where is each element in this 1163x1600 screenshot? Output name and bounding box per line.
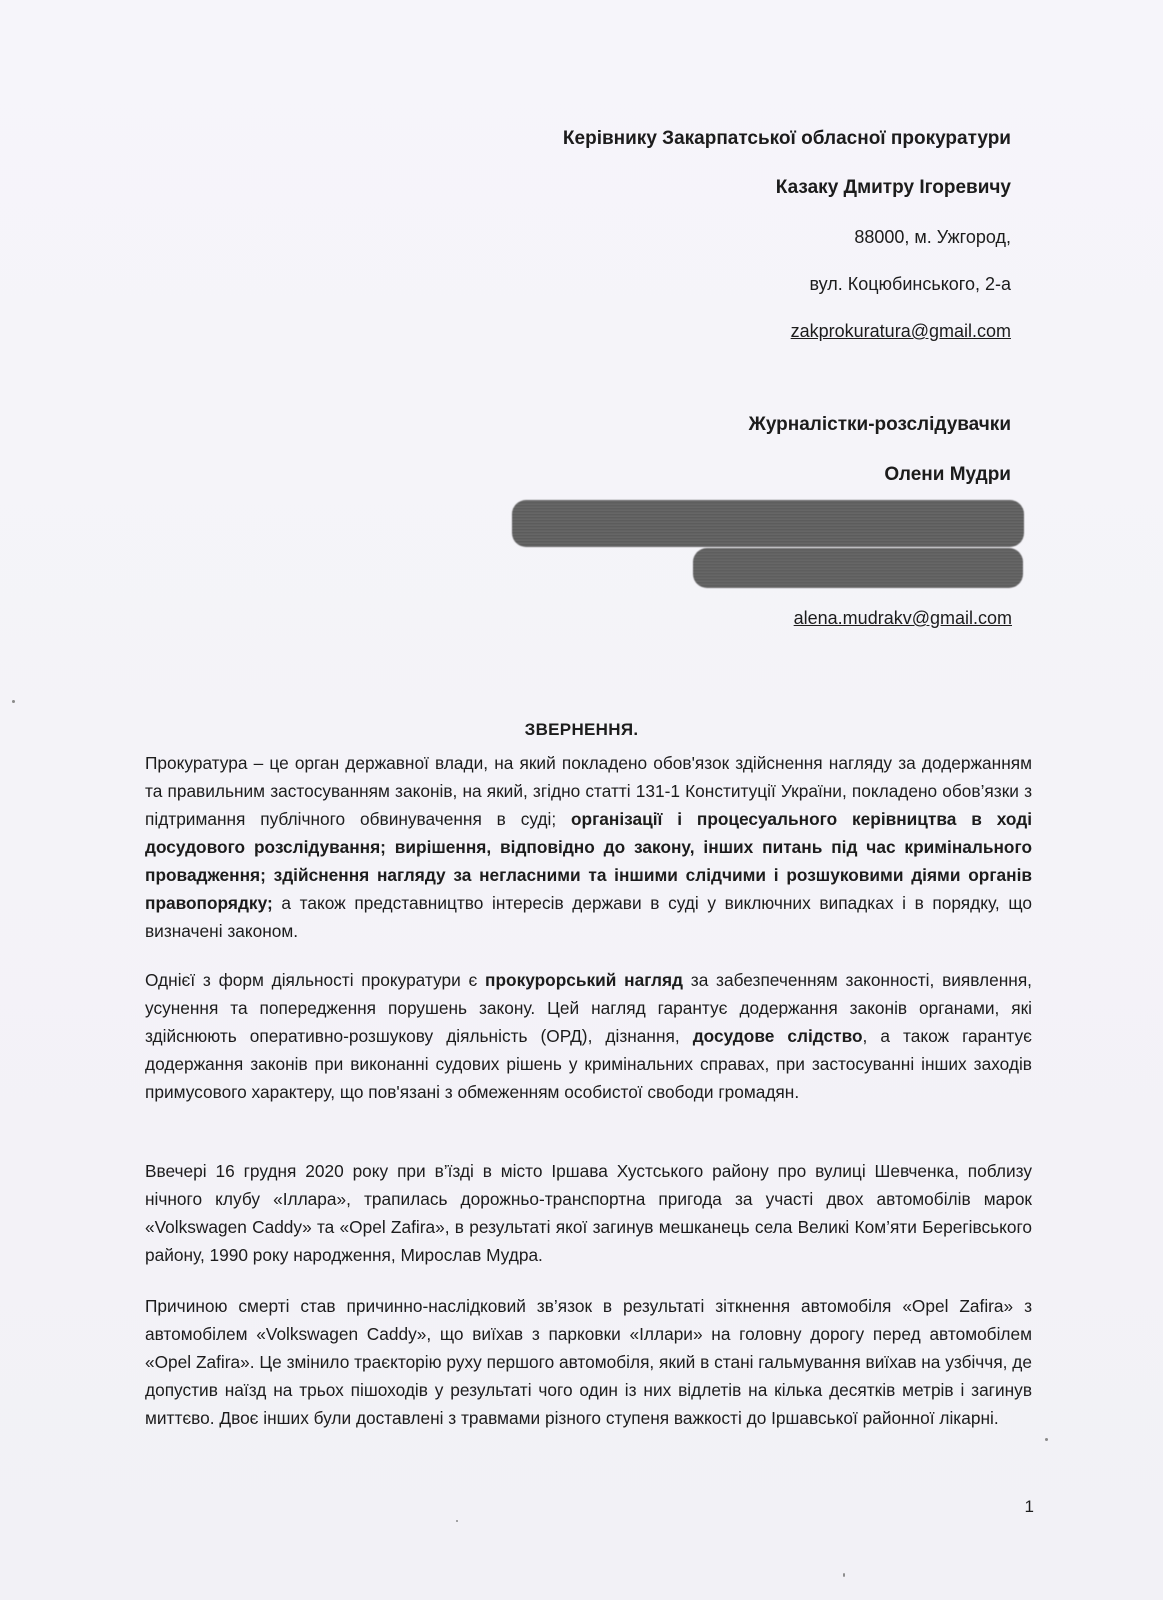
paragraph-1 <box>145 749 1032 945</box>
paragraph-1-text-b: а також представництво інтересів держави в суді у виключних випадках і в порядку, що визначені законом. <box>145 893 1032 941</box>
paragraph-2-text-b: за забезпеченням законності, виявлення, усунення та попередження порушень закону. Цей нагляд гарантує додержання законів органами, які здійснюють оперативно-розшукову діяльність (ОРД), дізнання, <box>145 970 1032 1046</box>
sender-email-link[interactable]: alena.mudrakv@gmail.com <box>793 608 1012 628</box>
page-number: 1 <box>1024 1497 1034 1516</box>
sender-name: Олени Мудри <box>884 464 1011 485</box>
document-title: ЗВЕРНЕННЯ. <box>524 720 639 739</box>
paragraph-1-bold: організації і процесуального керівництва в ході досудового розслідування; вирішення, відповідно до закону, інших питань під час кримінального провадження; здійснення нагляду за негласними та іншими слідчими і розшуковими діями органів правопорядку; <box>145 809 1032 913</box>
scan-speck <box>12 700 15 703</box>
scan-speck <box>456 1520 458 1522</box>
paragraph-2-bold-b: досудове слідство <box>692 1026 863 1046</box>
paragraph-2-text-a: Однієї з форм діяльності прокуратури є <box>145 970 486 990</box>
paragraph-2-text-c: , а також гарантує додержання законів при виконанні судових рішень у кримінальних справах, при застосуванні інших заходів примусового характеру, що пов'язані з обмеженням особистої свободи громадян. <box>145 1026 1032 1102</box>
paragraph-3: Ввечері 16 грудня 2020 року при в’їзді в місто Іршава Хустського району про вулиці Шевченка, поблизу нічного клубу «Іллара», трапилась дорожньо-транспортна пригода за участі двох автомобілів марок «Volkswagen Caddy» та «Opel Zafira», в результаті якої загинув мешканець села Великі Ком’яти Берегівського району, 1990 року народження, Мирослав Мудра. <box>145 1161 1032 1265</box>
recipient-name: Казаку Дмитру Ігоревичу <box>775 177 1011 198</box>
recipient-street: вул. Коцюбинського, 2-а <box>809 274 1011 294</box>
redacted-block-2 <box>693 548 1023 588</box>
sender-title: Журналістки-розслідувачки <box>748 414 1011 435</box>
recipient-email-link[interactable]: zakprokuratura@gmail.com <box>790 321 1011 341</box>
scan-speck <box>843 1573 845 1577</box>
paragraph-2 <box>145 966 1032 1106</box>
paragraph-4: Причиною смерті став причинно-наслідковий зв’язок в результаті зіткнення автомобіля «Opel Zafira» з автомобілем «Volkswagen Caddy», що виїхав з парковки «Іллари» на головну дорогу перед автомобілем «Opel Zafira». Це змінило траєкторію руху першого автомобіля, який в стані гальмування виїхав на узбіччя, де допустив наїзд на трьох пішоходів у результаті чого один із них відлетів на кілька десятків метрів і загинув миттєво. Двоє інших були доставлені з травмами різного ступеня важкості до Іршавської районної лікарні. <box>145 1296 1032 1428</box>
recipient-postal: 88000, м. Ужгород, <box>854 227 1011 247</box>
paragraph-2-bold-a: прокурорський нагляд <box>485 970 684 990</box>
redacted-block-1 <box>512 500 1024 547</box>
paragraph-1-text-a: Прокуратура – це орган державної влади, на який покладено обов'язок здійснення нагляду за додержанням та правильним застосуванням законів, на який, згідно статті 131-1 Конституції України, покладено обов’язки з підтримання публічного обвинувачення в суді; <box>145 753 1032 829</box>
scan-speck <box>1045 1438 1048 1441</box>
recipient-title: Керівнику Закарпатської обласної прокуратури <box>562 128 1011 149</box>
